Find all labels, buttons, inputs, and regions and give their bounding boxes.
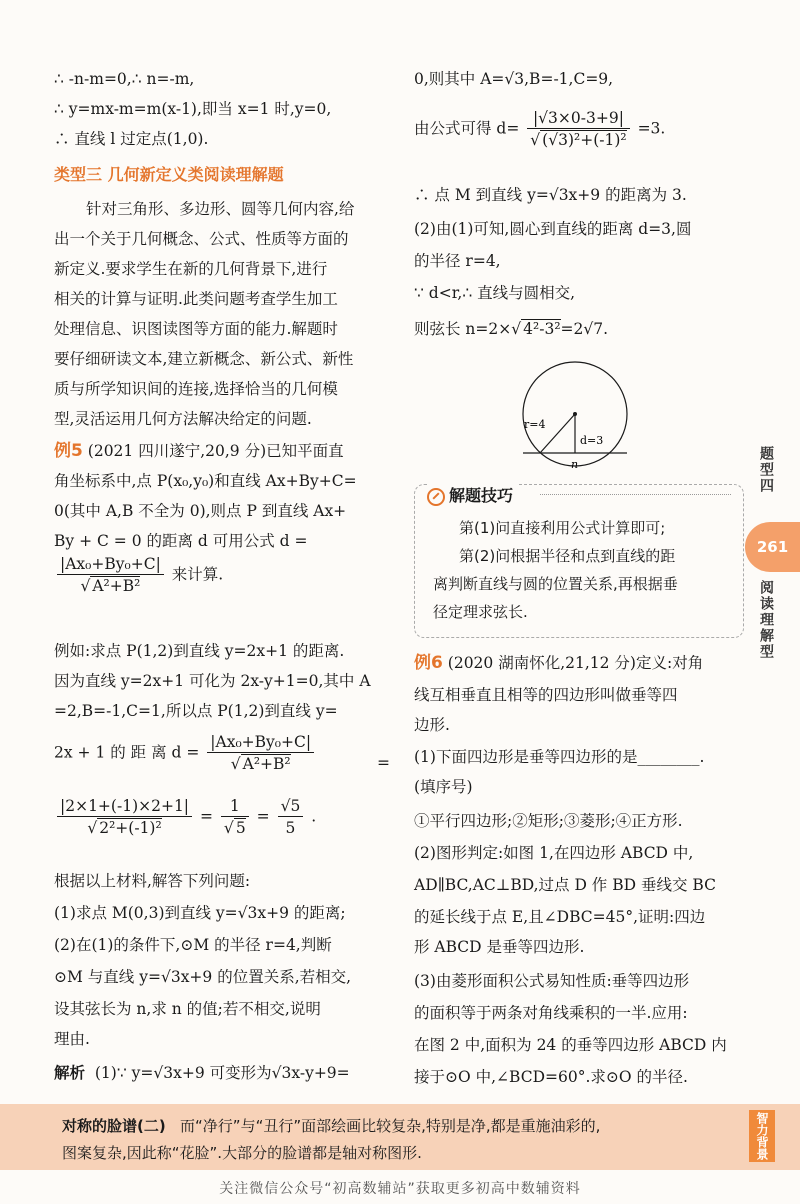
question-line: 的延长线于点 E,且∠DBC=45°,证明:四边 xyxy=(414,908,706,926)
section-heading: 类型三 几何新定义类阅读理解题 xyxy=(54,165,284,184)
footer-line-2: 图案复杂,因此称“花脸”.大部分的脸谱都是轴对称图形. xyxy=(62,1144,422,1162)
left-column xyxy=(54,60,390,1090)
distance-formula: $\frac{\text{|Ax₀+By₀+C|}}{\text{√ A²+B²}}$ xyxy=(207,732,314,775)
formula-line xyxy=(414,108,665,151)
footer-title: 对称的脸谱(二) xyxy=(62,1117,166,1135)
question-line: (填序号) xyxy=(414,778,473,796)
formula-numerator: |Ax₀+By₀+C| xyxy=(57,554,164,575)
text-line: ∵ d<r,∴ 直线与圆相交, xyxy=(414,284,576,302)
paragraph-line: 要仔细研读文本,建立新概念、新公式、新性 xyxy=(54,350,354,368)
formula-tail: 来计算. xyxy=(171,565,224,584)
example-6-label: 例6 xyxy=(414,653,443,673)
fraction-denominator: (√3)²+(-1)² xyxy=(542,131,627,149)
equals-sign: = xyxy=(377,754,390,772)
text-line: 0(其中 A,B 不全为 0),则点 P 到直线 Ax+ xyxy=(54,502,347,520)
solution-text: (1)∵ y=√3x+9 可变形为√3x-y+9= xyxy=(94,1064,350,1082)
text-fragment: 2x + 1 的 距 离 d = xyxy=(54,743,200,762)
fraction-denominator: 5 xyxy=(235,819,246,837)
right-column-lower xyxy=(414,640,740,1100)
question-line: (2)图形判定:如图 1,在四边形 ABCD 中, xyxy=(414,844,694,862)
distance-label: d=3 xyxy=(580,434,604,447)
footer-banner xyxy=(0,1104,800,1170)
paragraph-line: 出一个关于几何概念、公式、性质等方面的 xyxy=(54,230,349,248)
question-line: (1)下面四边形是垂等四边形的是________. xyxy=(414,748,705,766)
page-number-badge: 261 xyxy=(745,522,800,572)
question-line: 接于⊙O 中,∠BCD=60°.求⊙O 的半径. xyxy=(414,1068,688,1086)
text-line: ∴ 点 M 到直线 y=√3x+9 的距离为 3. xyxy=(414,186,687,204)
question-line: 形 ABCD 是垂等四边形. xyxy=(414,938,585,956)
side-tab-top xyxy=(756,446,786,494)
question-line: (3)由菱形面积公式易知性质:垂等四边形 xyxy=(414,972,690,990)
example-5-label: 例5 xyxy=(54,441,83,461)
tip-divider xyxy=(540,494,731,495)
fraction-numerator: |√3×0-3+9| xyxy=(527,108,629,129)
tip-line: 第(1)问直接利用公式计算即可; xyxy=(459,519,666,537)
text-line: (2)由(1)可知,圆心到直线的距离 d=3,圆 xyxy=(414,220,692,238)
formula-line xyxy=(54,732,390,775)
text-fragment: 则弦长 n=2× xyxy=(414,320,512,338)
question-line: (2)在(1)的条件下,⊙M 的半径 r=4,判断 xyxy=(54,936,332,954)
equals-sign: = xyxy=(199,807,213,826)
fraction: $\frac{|2\times 1+(-1)\times 2+1|}{\text{√ 2²+(-1)²}}$ xyxy=(57,796,192,839)
circle-figure xyxy=(510,358,640,478)
paragraph-line: 质与所学知识间的连接,选择恰当的几何模 xyxy=(54,380,338,398)
text-line: 的半径 r=4, xyxy=(414,252,501,270)
pencil-check-icon xyxy=(427,488,445,506)
fraction-numerator: 1 xyxy=(221,796,249,817)
question-line: 设其弦长为 n,求 n 的值;若不相交,说明 xyxy=(54,1000,321,1018)
chord-label: n xyxy=(571,458,579,471)
text-fragment: =2√7. xyxy=(560,320,609,338)
text-line: By + C = 0 的距离 d 可用公式 d = xyxy=(54,532,308,550)
radicand: 4²-3² xyxy=(523,320,561,338)
text-line: 例如:求点 P(1,2)到直线 y=2x+1 的距离. xyxy=(54,642,345,660)
formula-denominator: A²+B² xyxy=(242,755,291,773)
side-tab-bottom xyxy=(756,580,786,660)
distance-formula: $\frac{\text{|Ax₀+By₀+C|}}{\text{√ A²+B²}}$ xyxy=(57,554,164,597)
solution-label: 解析 xyxy=(54,1064,86,1082)
chapter-type-label: 阅读理解型 xyxy=(758,580,774,660)
example-6-text: (2020 湖南怀化,21,12 分)定义:对角 xyxy=(447,654,704,672)
equals-sign: = xyxy=(256,807,270,826)
question-line: AD∥BC,AC⊥BD,过点 D 作 BD 垂线交 BC xyxy=(414,876,716,894)
fraction xyxy=(278,796,304,839)
tip-line: 离判断直线与圆的位置关系,再根据垂 xyxy=(433,575,678,593)
formula-line: 则弦长 n=2×√ 4²-3²=2√7. xyxy=(414,320,609,338)
text-line: 角坐标系中,点 P(x₀,y₀)和直线 Ax+By+C= xyxy=(54,472,357,490)
formula-line xyxy=(54,554,223,597)
formula-denominator: A²+B² xyxy=(92,577,141,595)
question-line: 理由. xyxy=(54,1030,90,1048)
text-line: 0,则其中 A=√3,B=-1,C=9, xyxy=(414,70,614,88)
text-line: ∴ 直线 l 过定点(1,0). xyxy=(54,130,209,148)
tip-line: 径定理求弦长. xyxy=(433,603,528,621)
fraction-denominator: 2²+(-1)² xyxy=(99,819,162,837)
text-line: =2,B=-1,C=1,所以点 P(1,2)到直线 y= xyxy=(54,702,338,720)
paragraph-line: 型,灵活运用几何方法解决给定的问题. xyxy=(54,410,312,428)
footer-line-1 xyxy=(62,1115,600,1136)
question-line: (1)求点 M(0,3)到直线 y=√3x+9 的距离; xyxy=(54,904,346,922)
question-line: ①平行四边形;②矩形;③菱形;④正方形. xyxy=(414,812,683,830)
formula-line xyxy=(54,796,316,839)
question-line: ⊙M 与直线 y=√3x+9 的位置关系,若相交, xyxy=(54,968,352,986)
footer-text: 而“净行”与“丑行”面部绘画比较复杂,特别是净,都是重施油彩的, xyxy=(180,1117,601,1135)
paragraph-line: 针对三角形、多边形、圆等几何内容,给 xyxy=(86,200,355,218)
text-line: ∴ -n-m=0,∴ n=-m, xyxy=(54,70,195,88)
tip-title-text: 解题技巧 xyxy=(449,486,514,505)
text-line: 因为直线 y=2x+1 可化为 2x-y+1=0,其中 A xyxy=(54,672,371,690)
text-fragment: =3. xyxy=(637,119,666,138)
formula-numerator: |Ax₀+By₀+C| xyxy=(207,732,314,753)
paragraph-line: 相关的计算与证明.此类问题考查学生加工 xyxy=(54,290,338,308)
fraction: $\frac{|√3\times 0-3+9|}{\text{√ (√3)²+(-1)²}}$ xyxy=(527,108,629,151)
text-line: ∴ y=mx-m=m(x-1),即当 x=1 时,y=0, xyxy=(54,100,332,118)
text-line: 线互相垂直且相等的四边形叫做垂等四 xyxy=(414,686,678,704)
paragraph-line: 处理信息、识图读图等方面的能力.解题时 xyxy=(54,320,338,338)
tip-title xyxy=(427,483,517,506)
fraction-numerator: √5 xyxy=(278,796,304,817)
solution-line xyxy=(54,1062,350,1084)
example-5-text: (2021 四川遂宁,20,9 分)已知平面直 xyxy=(87,442,344,460)
fraction-numerator: |2×1+(-1)×2+1| xyxy=(57,796,192,817)
watermark-text: 关注微信公众号“初高数辅站”获取更多初高中数辅资料 xyxy=(219,1181,581,1197)
text-line: 根据以上材料,解答下列问题: xyxy=(54,872,251,890)
question-line: 的面积等于两条对角线乘积的一半.应用: xyxy=(414,1004,688,1022)
example-6-line xyxy=(414,652,703,674)
tip-line: 第(2)问根据半径和点到直线的距 xyxy=(459,547,676,565)
text-fragment: 由公式可得 d= xyxy=(414,119,520,138)
radius-label: r=4 xyxy=(524,418,546,431)
paragraph-line: 新定义.要求学生在新的几何背景下,进行 xyxy=(54,260,328,278)
intellect-background-badge: 智力背景 xyxy=(749,1110,775,1162)
example-5-line xyxy=(54,440,344,462)
question-line: 在图 2 中,面积为 24 的垂等四边形 ABCD 内 xyxy=(414,1036,727,1054)
text-line: 边形. xyxy=(414,716,450,734)
fraction-denominator: 5 xyxy=(285,819,296,837)
period: . xyxy=(311,807,317,826)
tip-box xyxy=(414,484,744,638)
fraction: $\frac{1}{√ 5}$ xyxy=(221,796,249,839)
chapter-label: 题型四 xyxy=(758,446,774,494)
